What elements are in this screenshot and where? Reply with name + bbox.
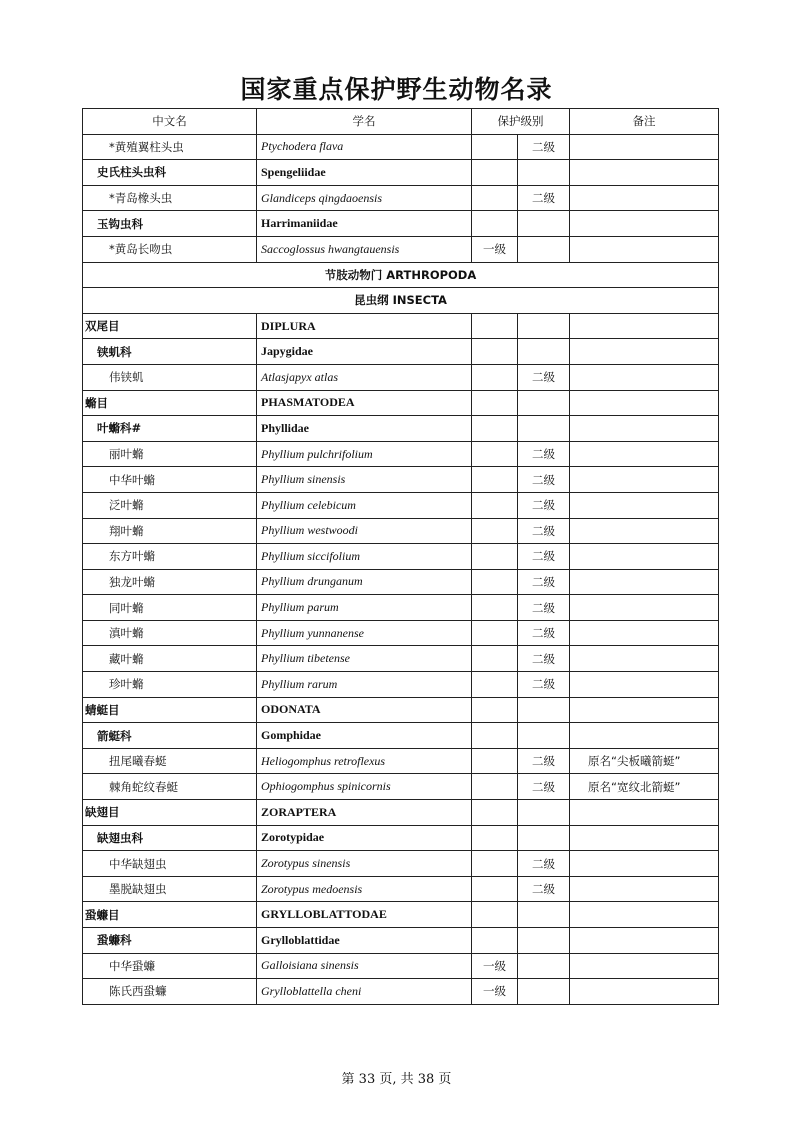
level-one-cell [472, 672, 518, 698]
scientific-name-cell: Zorotypus medoensis [257, 876, 472, 902]
table-row [83, 672, 719, 698]
page-footer: 第 33 页, 共 38 页 [341, 1072, 452, 1087]
chinese-name-cell: 东方叶䗛 [83, 544, 257, 570]
remarks-cell [570, 825, 719, 851]
remarks-cell [570, 800, 719, 826]
header-scientific-name: 学名 [257, 109, 472, 135]
level-two-cell [518, 825, 570, 851]
level-one-cell [472, 851, 518, 877]
level-one-cell [472, 774, 518, 800]
level-one-cell [472, 646, 518, 672]
table-row [83, 160, 719, 186]
scientific-name-cell: Phyllium drunganum [257, 569, 472, 595]
scientific-name-cell: Spengeliidae [257, 160, 472, 186]
chinese-name-cell: 滇叶䗛 [83, 620, 257, 646]
level-two-cell [518, 697, 570, 723]
chinese-name-cell: *青岛橡头虫 [83, 185, 257, 211]
level-one-cell: 一级 [472, 236, 518, 262]
scientific-name-cell: Phyllium parum [257, 595, 472, 621]
chinese-name-cell: *黄岛长吻虫 [83, 236, 257, 262]
remarks-cell [570, 134, 719, 160]
level-two-cell [518, 339, 570, 365]
table-row [83, 288, 719, 314]
level-one-cell [472, 416, 518, 442]
chinese-name-cell: 藏叶䗛 [83, 646, 257, 672]
scientific-name-cell: Galloisiana sinensis [257, 953, 472, 979]
table-row [83, 134, 719, 160]
table-row [83, 979, 719, 1005]
chinese-name-cell: 中华叶䗛 [83, 467, 257, 493]
level-two-cell [518, 416, 570, 442]
remarks-cell [570, 595, 719, 621]
level-two-cell [518, 160, 570, 186]
level-one-cell [472, 697, 518, 723]
remarks-cell [570, 441, 719, 467]
chinese-name-cell: 缺翅目 [83, 800, 257, 826]
remarks-cell [570, 390, 719, 416]
chinese-name-cell: 独龙叶䗛 [83, 569, 257, 595]
level-two-cell: 二级 [518, 595, 570, 621]
table-row [83, 544, 719, 570]
remarks-cell: 原名“尖板曦箭蜓” [570, 748, 719, 774]
scientific-name-cell: Phyllidae [257, 416, 472, 442]
scientific-name-cell: Grylloblattidae [257, 928, 472, 954]
table-row [83, 646, 719, 672]
level-one-cell [472, 876, 518, 902]
chinese-name-cell: *黄殖翼柱头虫 [83, 134, 257, 160]
level-two-cell: 二级 [518, 646, 570, 672]
scientific-name-cell: Atlasjapyx atlas [257, 364, 472, 390]
table-row [83, 723, 719, 749]
scientific-name-cell: Heliogomphus retroflexus [257, 748, 472, 774]
remarks-cell [570, 672, 719, 698]
chinese-name-cell: 中华缺翅虫 [83, 851, 257, 877]
scientific-name-cell: Gomphidae [257, 723, 472, 749]
table-row [83, 262, 719, 288]
remarks-cell [570, 697, 719, 723]
remarks-cell [570, 339, 719, 365]
level-one-cell [472, 211, 518, 237]
level-one-cell [472, 825, 518, 851]
table-row [83, 748, 719, 774]
remarks-cell [570, 979, 719, 1005]
level-one-cell [472, 620, 518, 646]
table-row [83, 953, 719, 979]
level-two-cell: 二级 [518, 364, 570, 390]
page-title: 国家重点保护野生动物名录 [240, 75, 553, 104]
chinese-name-cell: 墨脱缺翅虫 [83, 876, 257, 902]
level-two-cell: 二级 [518, 876, 570, 902]
scientific-name-cell: Zorotypus sinensis [257, 851, 472, 877]
remarks-cell [570, 185, 719, 211]
scientific-name-cell: Japygidae [257, 339, 472, 365]
level-two-cell: 二级 [518, 569, 570, 595]
table-row [83, 364, 719, 390]
level-two-cell: 二级 [518, 185, 570, 211]
section-heading: 昆虫纲 INSECTA [83, 288, 719, 314]
level-two-cell: 二级 [518, 672, 570, 698]
table-row [83, 185, 719, 211]
species-table [82, 108, 719, 1005]
chinese-name-cell: 铗虮科 [83, 339, 257, 365]
remarks-cell [570, 902, 719, 928]
table-row [83, 211, 719, 237]
table-row [83, 518, 719, 544]
scientific-name-cell: Glandiceps qingdaoensis [257, 185, 472, 211]
header-remarks: 备注 [570, 109, 719, 135]
remarks-cell: 原名“宽纹北箭蜓” [570, 774, 719, 800]
chinese-name-cell: 缺翅虫科 [83, 825, 257, 851]
remarks-cell [570, 876, 719, 902]
level-one-cell [472, 518, 518, 544]
scientific-name-cell: Harrimaniidae [257, 211, 472, 237]
table-row [83, 313, 719, 339]
level-one-cell [472, 390, 518, 416]
table-row [83, 876, 719, 902]
level-one-cell [472, 160, 518, 186]
level-one-cell [472, 467, 518, 493]
level-one-cell [472, 185, 518, 211]
chinese-name-cell: 中华蛩蠊 [83, 953, 257, 979]
level-one-cell: 一级 [472, 979, 518, 1005]
table-row [83, 416, 719, 442]
remarks-cell [570, 620, 719, 646]
level-one-cell [472, 902, 518, 928]
chinese-name-cell: 泛叶䗛 [83, 492, 257, 518]
table-row [83, 492, 719, 518]
level-two-cell [518, 236, 570, 262]
table-row [83, 569, 719, 595]
chinese-name-cell: 蜻蜓目 [83, 697, 257, 723]
table-row [83, 928, 719, 954]
table-row [83, 390, 719, 416]
table-header-row [83, 109, 719, 135]
remarks-cell [570, 723, 719, 749]
scientific-name-cell: Ptychodera flava [257, 134, 472, 160]
chinese-name-cell: 扭尾曦春蜓 [83, 748, 257, 774]
remarks-cell [570, 364, 719, 390]
level-two-cell [518, 313, 570, 339]
chinese-name-cell: 叶䗛科# [83, 416, 257, 442]
scientific-name-cell: Phyllium celebicum [257, 492, 472, 518]
table-row [83, 902, 719, 928]
remarks-cell [570, 211, 719, 237]
level-one-cell [472, 364, 518, 390]
level-two-cell: 二级 [518, 851, 570, 877]
level-one-cell [472, 492, 518, 518]
table-row [83, 774, 719, 800]
level-one-cell [472, 595, 518, 621]
level-one-cell [472, 544, 518, 570]
scientific-name-cell: Phyllium yunnanense [257, 620, 472, 646]
table-row [83, 851, 719, 877]
table-row [83, 339, 719, 365]
level-two-cell: 二级 [518, 544, 570, 570]
remarks-cell [570, 928, 719, 954]
scientific-name-cell: DIPLURA [257, 313, 472, 339]
chinese-name-cell: 蛩蠊目 [83, 902, 257, 928]
level-two-cell: 二级 [518, 518, 570, 544]
chinese-name-cell: 双尾目 [83, 313, 257, 339]
remarks-cell [570, 492, 719, 518]
level-two-cell: 二级 [518, 492, 570, 518]
table-row [83, 800, 719, 826]
chinese-name-cell: 翔叶䗛 [83, 518, 257, 544]
section-heading: 节肢动物门 ARTHROPODA [83, 262, 719, 288]
level-one-cell [472, 928, 518, 954]
chinese-name-cell: 箭蜓科 [83, 723, 257, 749]
level-two-cell: 二级 [518, 467, 570, 493]
level-two-cell: 二级 [518, 774, 570, 800]
remarks-cell [570, 467, 719, 493]
scientific-name-cell: Saccoglossus hwangtauensis [257, 236, 472, 262]
chinese-name-cell: 同叶䗛 [83, 595, 257, 621]
header-chinese-name: 中文名 [83, 109, 257, 135]
level-two-cell [518, 211, 570, 237]
level-one-cell [472, 569, 518, 595]
level-two-cell [518, 953, 570, 979]
scientific-name-cell: Phyllium siccifolium [257, 544, 472, 570]
remarks-cell [570, 953, 719, 979]
table-row [83, 595, 719, 621]
level-two-cell: 二级 [518, 441, 570, 467]
scientific-name-cell: Grylloblattella cheni [257, 979, 472, 1005]
header-protection-level: 保护级别 [472, 109, 570, 135]
remarks-cell [570, 544, 719, 570]
scientific-name-cell: Zorotypidae [257, 825, 472, 851]
chinese-name-cell: 陈氏西蛩蠊 [83, 979, 257, 1005]
scientific-name-cell: Ophiogomphus spinicornis [257, 774, 472, 800]
chinese-name-cell: 䗛目 [83, 390, 257, 416]
table-row [83, 441, 719, 467]
scientific-name-cell: Phyllium sinensis [257, 467, 472, 493]
level-one-cell [472, 134, 518, 160]
level-two-cell [518, 928, 570, 954]
chinese-name-cell: 珍叶䗛 [83, 672, 257, 698]
level-one-cell [472, 723, 518, 749]
chinese-name-cell: 丽叶䗛 [83, 441, 257, 467]
chinese-name-cell: 蛩蠊科 [83, 928, 257, 954]
remarks-cell [570, 646, 719, 672]
level-two-cell [518, 800, 570, 826]
level-two-cell: 二级 [518, 620, 570, 646]
level-two-cell [518, 390, 570, 416]
table-row [83, 697, 719, 723]
scientific-name-cell: ZORAPTERA [257, 800, 472, 826]
remarks-cell [570, 851, 719, 877]
level-two-cell: 二级 [518, 748, 570, 774]
level-one-cell [472, 748, 518, 774]
scientific-name-cell: Phyllium rarum [257, 672, 472, 698]
level-one-cell [472, 313, 518, 339]
scientific-name-cell: GRYLLOBLATTODAE [257, 902, 472, 928]
remarks-cell [570, 236, 719, 262]
scientific-name-cell: Phyllium westwoodi [257, 518, 472, 544]
remarks-cell [570, 416, 719, 442]
scientific-name-cell: Phyllium tibetense [257, 646, 472, 672]
chinese-name-cell: 棘角蛇纹春蜓 [83, 774, 257, 800]
chinese-name-cell: 玉钩虫科 [83, 211, 257, 237]
remarks-cell [570, 518, 719, 544]
scientific-name-cell: ODONATA [257, 697, 472, 723]
level-two-cell: 二级 [518, 134, 570, 160]
table-row [83, 825, 719, 851]
remarks-cell [570, 313, 719, 339]
remarks-cell [570, 160, 719, 186]
scientific-name-cell: Phyllium pulchrifolium [257, 441, 472, 467]
scientific-name-cell: PHASMATODEA [257, 390, 472, 416]
chinese-name-cell: 伟铗虮 [83, 364, 257, 390]
level-two-cell [518, 902, 570, 928]
level-two-cell [518, 979, 570, 1005]
level-two-cell [518, 723, 570, 749]
remarks-cell [570, 569, 719, 595]
level-one-cell [472, 339, 518, 365]
level-one-cell [472, 441, 518, 467]
level-one-cell: 一级 [472, 953, 518, 979]
table-row [83, 236, 719, 262]
table-row [83, 467, 719, 493]
level-one-cell [472, 800, 518, 826]
table-row [83, 620, 719, 646]
chinese-name-cell: 史氏柱头虫科 [83, 160, 257, 186]
